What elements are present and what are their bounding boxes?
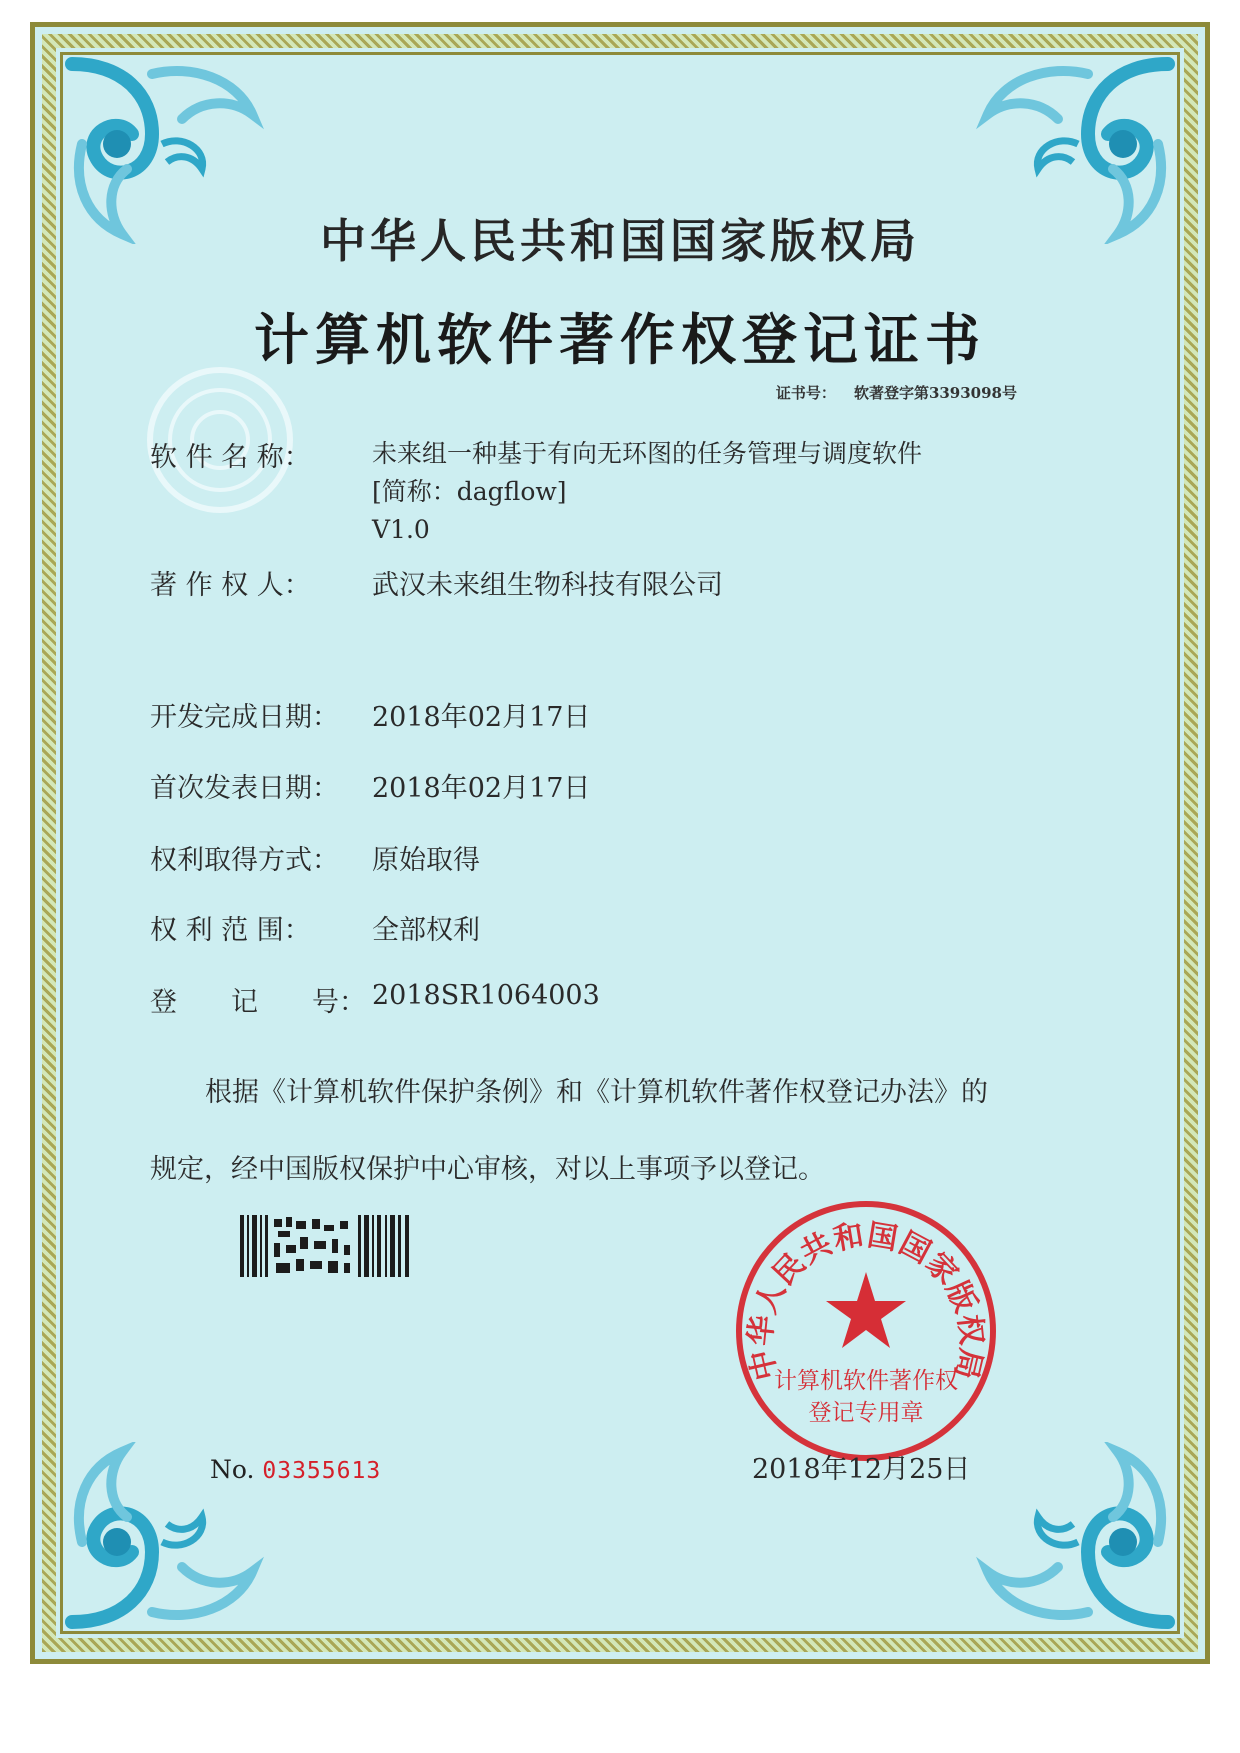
software-version-line: V1.0 [372, 515, 430, 544]
field-label: 首次发表日期： [150, 773, 339, 804]
issue-date: 2018年12月25日 [752, 1454, 971, 1485]
statement-line-2: 规定，经中国版权保护中心审核，对以上事项予以登记。 [150, 1154, 825, 1185]
serial-value: 03355613 [262, 1458, 382, 1484]
software-short-name-line: [简称：dagflow] [372, 477, 567, 506]
field-value: 2018年02月17日 [372, 702, 591, 733]
serial-label: No. [210, 1455, 255, 1484]
certificate-number-value: 软著登字第3393098号 [853, 384, 1017, 402]
software-name-line: 未来组一种基于有向无环图的任务管理与调度软件 [372, 439, 923, 468]
certificate-title: 计算机软件著作权登记证书 [253, 307, 986, 372]
barcode-icon [240, 1215, 412, 1277]
field-value: 武汉未来组生物科技有限公司 [372, 570, 723, 601]
star-icon [826, 1272, 906, 1348]
statement-line-1: 根据《计算机软件保护条例》和《计算机软件著作权登记办法》的 [205, 1077, 988, 1108]
field-value: 原始取得 [372, 845, 480, 876]
seal-inner-line-2: 登记专用章 [808, 1400, 924, 1426]
field-label: 软 件 名 称： [150, 442, 311, 473]
serial-number [210, 1455, 381, 1484]
certificate-number-label: 证书号： [775, 384, 836, 402]
certificate-number [776, 382, 1035, 403]
field-value: 2018年02月17日 [372, 773, 591, 804]
corner-ornament-icon [968, 1442, 1178, 1632]
field-label: 权 利 范 围： [150, 915, 311, 946]
field-label: 开发完成日期： [150, 702, 339, 733]
field-label: 著 作 权 人： [150, 570, 311, 601]
seal-outer-text: 中华人民共和国国家版权局 [743, 1217, 989, 1384]
field-value [372, 435, 922, 549]
field-label: 权利取得方式： [150, 845, 339, 876]
seal-inner-line-1: 计算机软件著作权 [774, 1368, 958, 1394]
issuer-title: 中华人民共和国国家版权局 [320, 214, 920, 268]
official-seal-icon [733, 1198, 999, 1464]
field-value: 全部权利 [372, 915, 480, 946]
field-value: 2018SR1064003 [372, 980, 600, 1011]
field-label: 登 记 号： [150, 987, 366, 1018]
